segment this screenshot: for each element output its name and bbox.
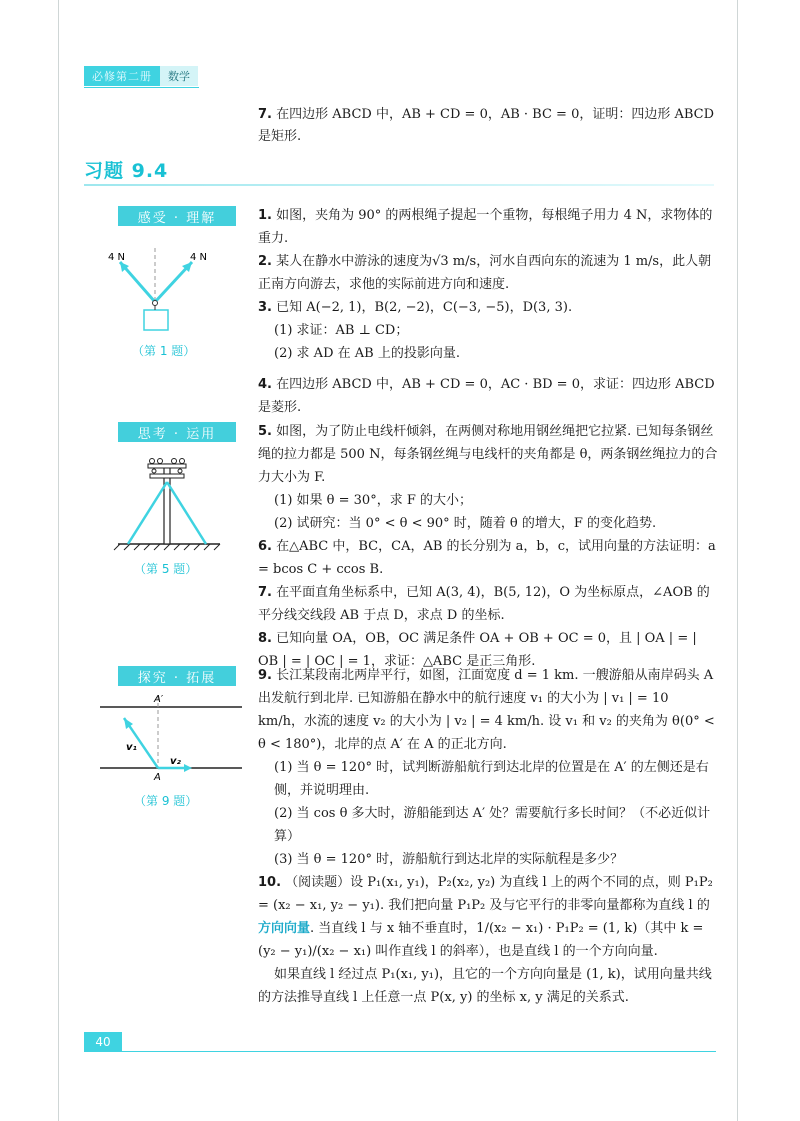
problem-7: 7. 在平面直角坐标系中，已知 A(3, 4)，B(5, 12)，O 为坐标原点，∠AOB 的平分线交线段 AB 于点 D，求点 D 的坐标. xyxy=(258,585,710,623)
problem-6: 6. 在△ABC 中，BC，CA，AB 的长分别为 a，b，c，试用向量的方法证明：a = bcos C + ccos B. xyxy=(258,539,716,577)
footer-rule xyxy=(84,1051,716,1052)
figure-5-pole-diagram xyxy=(108,452,228,552)
problem-10-question: 如果直线 l 经过点 P₁(x₁, y₁)，且它的一个方向向量是 (1, k)，试用向量共线的方法推导直线 l 上任意一点 P(x, y) 的坐标 x, y 满足的关系式. xyxy=(258,967,712,1005)
header-subject: 数学 xyxy=(160,66,198,86)
weight-box xyxy=(144,310,168,330)
problem-9-part-3: (3) 当 θ = 120° 时，游船航行到达北岸的实际航程是多少？ xyxy=(274,852,624,867)
figure-9-caption: （第 9 题） xyxy=(134,794,198,808)
figure-9-river-diagram xyxy=(96,690,246,785)
figure-1-rope-diagram xyxy=(100,240,220,340)
problem-5-part-1: (1) 如果 θ = 30°，求 F 的大小； xyxy=(274,493,472,508)
problem-9-part-1: (1) 当 θ = 120° 时，试判断游船航行到达北岸的位置是在 A′ 的左侧还是右侧，并说明理由. xyxy=(274,760,709,798)
problem-1: 1. 如图，夹角为 90° 的两根绳子提起一个重物，每根绳子用力 4 N，求物体的重力. xyxy=(258,208,713,246)
problem-4: 4. 在四边形 ABCD 中，AB + CD = 0，AC · BD = 0，求证：四边形 ABCD 是菱形. xyxy=(258,377,715,415)
figure-1-caption: （第 1 题） xyxy=(132,344,196,358)
problem-3-part-2: (2) 求 AD 在 AB 上的投影向量. xyxy=(274,346,460,361)
problem-5: 5. 如图，为了防止电线杆倾斜，在两侧对称地用钢丝绳把它拉紧. 已知每条钢丝绳的拉力都是 500 N，每条钢丝绳与电线杆的夹角都是 θ，两条钢丝绳拉力的合力大小为 F. xyxy=(258,424,718,485)
problem-10: 10. （阅读题）设 P₁(x₁, y₁)，P₂(x₂, y₂) 为直线 l 上的两个不同的点，则 P₁P₂ = (x₂ − x₁, y₂ − y₁). 我们把向量 P₁P₂ 及与它平行的非零向量都称为直线 l 的方向向量. 当直线 l 与 x 轴不垂直时，1/(x₂ − x₁) · P₁P₂ = (1, k)（其中 k = (y₂ − y₁)/(x₂ − x₁) 叫作直线 l 的斜率），也是直线 l 的一个方向向量. xyxy=(258,875,713,959)
problem-2: 2. 某人在静水中游泳的速度为√3 m/s，河水自西向东的流速为 1 m/s，此人朝正南方向游去，求他的实际前进方向和速度. xyxy=(258,254,712,292)
problem-8: 8. 已知向量 OA，OB，OC 满足条件 OA + OB + OC = 0，且 | OA | = | OB | = | OC | = 1，求证：△ABC 是正三角形. xyxy=(258,631,697,669)
problems-group-1 xyxy=(258,204,718,419)
problem-3: 3. 已知 A(−2, 1)，B(2, −2)，C(−3, −5)，D(3, 3). xyxy=(258,300,573,315)
left-cable xyxy=(128,482,167,544)
problems-group-3 xyxy=(258,664,718,1009)
top-problem-7 xyxy=(258,104,718,148)
crossbar-bottom xyxy=(150,474,184,478)
problem-9-part-2: (2) 当 cos θ 多大时，游船能到达 A′ 处？需要航行多长时间？（不必近似计算） xyxy=(274,806,711,844)
problem-3-part-1: (1) 求证：AB ⊥ CD； xyxy=(274,323,409,338)
right-force-label: 4 N xyxy=(190,252,208,263)
badge-apply: 思考 · 运用 xyxy=(118,422,236,442)
point-a-prime-label: A′ xyxy=(154,694,164,705)
header-rule xyxy=(84,87,199,88)
page-number: 40 xyxy=(84,1032,122,1052)
crossbar-top xyxy=(148,464,186,468)
badge-explore: 探究 · 拓展 xyxy=(118,666,236,686)
left-force-label: 4 N xyxy=(108,252,126,263)
problem-9: 9. 长江某段南北两岸平行，如图，江面宽度 d = 1 km. 一艘游船从南岸码头 A 出发航行到北岸. 已知游船在静水中的航行速度 v₁ 的大小为 | v₁ | = 10 km/h，水流的速度 v₂ 的大小为 | v₂ | = 4 km/h. 设 v₁ 和 v₂ 的夹角为 θ(0° < θ < 180°)，北岸的点 A′ 在 A 的正北方向. xyxy=(258,668,715,752)
problem-number: 7. xyxy=(258,107,272,122)
problem-text: 在四边形 ABCD 中，AB + CD = 0，AB · BC = 0，证明：四边形 ABCD 是矩形. xyxy=(258,107,715,144)
problems-group-2 xyxy=(258,420,718,673)
right-cable xyxy=(167,482,206,544)
badge-understand: 感受 · 理解 xyxy=(118,206,236,226)
ground-hatch xyxy=(114,544,220,550)
section-title: 习题 9.4 xyxy=(84,160,169,182)
v2-label: v₂ xyxy=(170,756,181,767)
running-header xyxy=(84,66,198,86)
point-a-label: A xyxy=(154,772,161,783)
problem-5-part-2: (2) 试研究：当 0° < θ < 90° 时，随着 θ 的增大，F 的变化趋势. xyxy=(274,516,657,531)
knot xyxy=(153,301,158,306)
v1-label: v₁ xyxy=(126,742,137,753)
v2-arrowhead xyxy=(184,764,192,772)
direction-vector-term: 方向向量 xyxy=(258,921,311,936)
section-rule xyxy=(84,184,714,186)
figure-5-caption: （第 5 题） xyxy=(134,562,198,576)
header-book-title: 必修第二册 xyxy=(84,66,160,86)
